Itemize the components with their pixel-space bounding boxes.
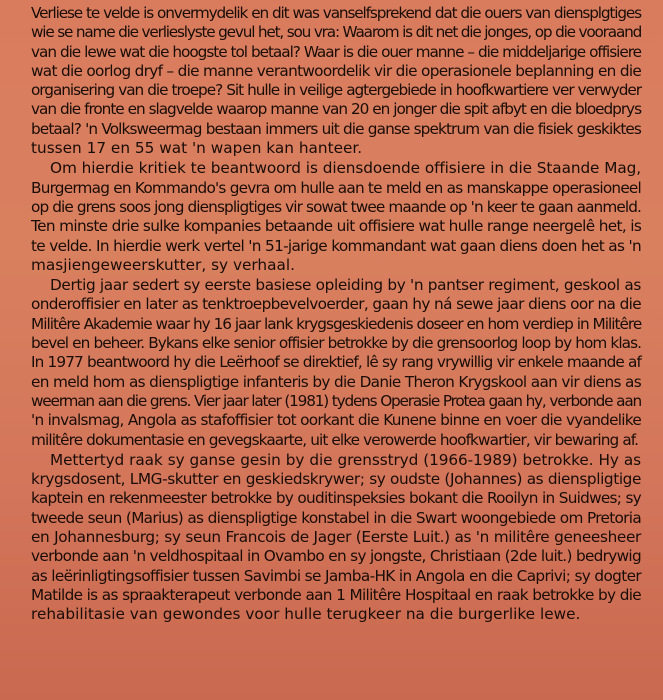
text-line: Ten minste drie sulke kompanies betaande uit offisiere wat hulle range neergelê het, is (31, 217, 642, 236)
text-line: van die fronte en slagvelde waarop manne van 20 en jonger die spit afbyt en die bloedprys (31, 100, 641, 119)
text-page (31, 0, 641, 625)
text-line: as leërinligtingsoffisier tussen Savimbi se Jamba-HK in Angola en die Caprivi; sy dogter (31, 566, 641, 585)
text-line: tussen 17 en 55 wat 'n wapen kan hanteer. (31, 139, 363, 158)
text-line: wie se name die verlieslyste gevul het, sou vra: Waarom is dit net die jonges, op die vooraand (31, 23, 642, 42)
text-line: In 1977 beantwoord hy die Leërhoof se direktief, lê sy rang vrywillig vir enkele maande af (31, 353, 641, 372)
paragraph-1 (31, 4, 641, 158)
text-line: verbonde aan 'n veldhospitaal in Ovambo en sy jongste, Christiaan (2de luit.) bedrywig (31, 547, 641, 566)
text-line: kaptein en rekenmeester betrokke by ouditinspeksies bokant die Rooilyn in Suidwes; sy (31, 489, 641, 508)
text-line: te velde. In hierdie werk vertel 'n 51-jarige kommandant wat gaan diens doen het as 'n (31, 236, 641, 255)
text-line: onderoffisier en later as tenktroepbevelvoerder, gaan hy ná sewe jaar diens oor na die (31, 295, 641, 314)
paragraph-2 (31, 159, 641, 275)
text-line: weerman aan die grens. Vier jaar later (1981) tydens Operasie Protea gaan hy, verbonde aan (31, 391, 641, 410)
text-line: van die lewe wat die hoogste tol betaal? Waar is die ouer manne – die middeljarige offisiere (31, 42, 641, 61)
text-line: Mettertyd raak sy ganse gesin by die grensstryd (1966-1989) betrokke. Hy as (50, 450, 641, 469)
text-line: betaal? 'n Volksweermag bestaan immers uit die ganse spektrum van die fisiek geskiktes (31, 119, 641, 138)
text-line: organisering van die troepe? Sit hulle in veilige agtergebiede in hoofkwartiere ver verwyder (31, 81, 641, 100)
text-line: masjiengeweerskutter, sy verhaal. (31, 255, 295, 274)
text-line: Burgermag en Kommando's gevra om hulle aan te meld en as manskappe operasioneel (31, 178, 641, 197)
text-line: bevel en beheer. Bykans elke senior offisier betrokke by die grensoorlog loop by hom klas. (31, 334, 641, 353)
text-line: Dertig jaar sedert sy eerste basiese opleiding by 'n pantser regiment, geskool as (50, 276, 641, 295)
text-line: 'n invalsmag, Angola as stafoffisier tot oorkant die Kunene binne en voer die vyandelike (31, 411, 641, 430)
text-line: Militêre Akademie waar hy 16 jaar lank krygsgeskiedenis doseer en hom verdiep in Militêre (31, 314, 642, 333)
text-line: krygsdosent, LMG-skutter en geskiedskrywer; sy oudste (Johannes) as dienspligtige (31, 470, 641, 489)
paragraph-3 (31, 276, 641, 450)
paragraph-4 (31, 451, 641, 625)
text-line: tweede seun (Marius) as dienspligtige konstabel in die Swart woongebiede om Pretoria (31, 508, 641, 527)
text-line: rehabilitasie van gewondes voor hulle terugkeer na die burgerlike lewe. (31, 605, 581, 624)
text-line: militêre dokumentasie en gevegskaarte, uit elke verowerde hoofkwartier, vir bewaring af. (31, 430, 639, 449)
text-line: en meld hom as dienspligtige infanteris by die Danie Theron Krygskool aan vir diens as (31, 372, 641, 391)
text-line: Matilde is as spraakterapeut verbonde aan 1 Militêre Hospitaal en raak betrokke by die (31, 585, 641, 604)
text-line: Verliese te velde is onvermydelik en dit was vanselfsprekend dat die ouers van diensplgtiges (31, 4, 641, 22)
text-line: Om hierdie kritiek te beantwoord is diensdoende offisiere in die Staande Mag, (50, 159, 641, 178)
text-line: op die grens soos jong dienspligtiges vir sowat twee maande op 'n keer te gaan aanmeld. (31, 197, 641, 216)
text-line: en Johannesburg; sy seun Francois de Jager (Eerste Luit.) as 'n militêre geneesheer (31, 528, 641, 547)
text-line: wat die oorlog dryf – die manne verantwoordelik vir die operasionele beplanning en die (31, 61, 642, 80)
